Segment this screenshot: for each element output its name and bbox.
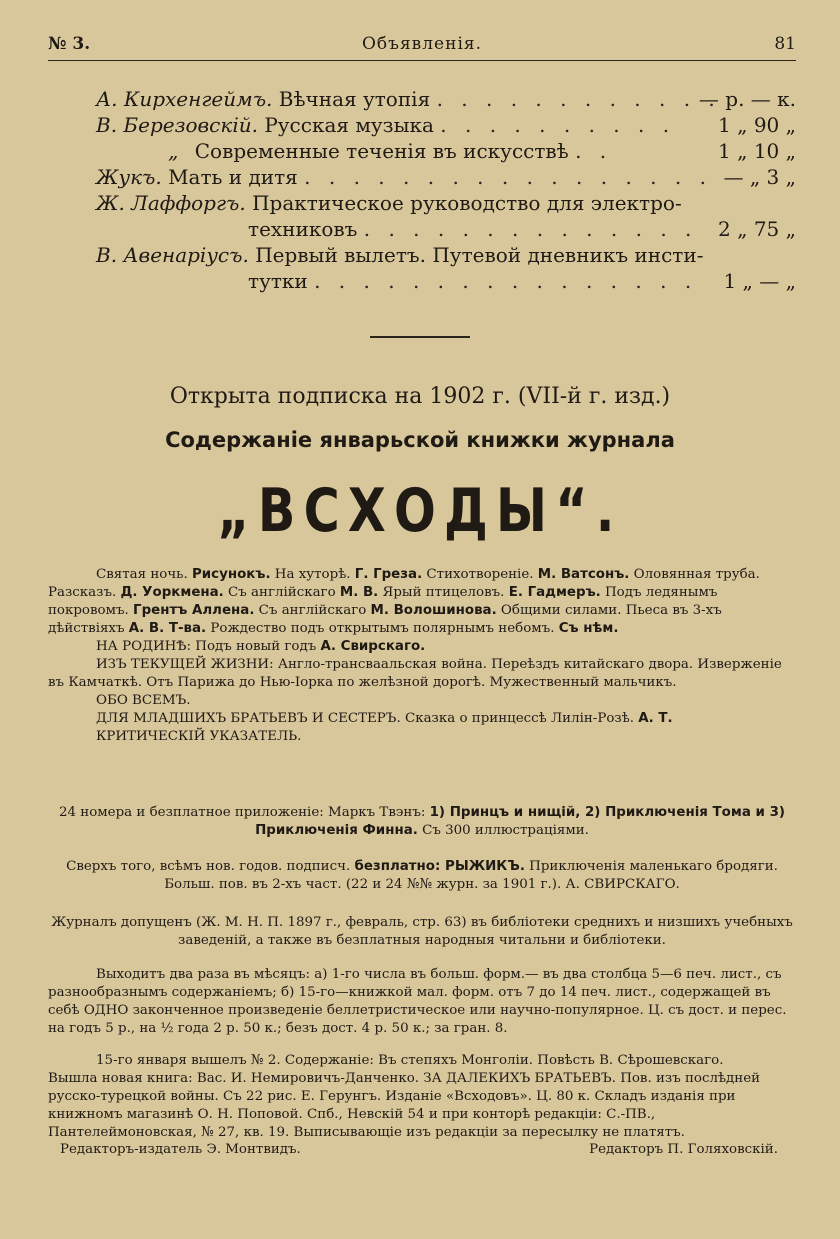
book-entry xyxy=(96,242,796,268)
editor-signature: Редакторъ П. Голяховскій. xyxy=(589,1142,778,1157)
leader-dots: . . . . . . . . . . . . . . . . xyxy=(314,269,698,293)
subscription-line: Открыта подписка на 1902 г. (VII-й г. изд.) xyxy=(169,384,671,409)
toc-section: КРИТИЧЕСКІЙ УКАЗАТЕЛЬ. xyxy=(96,729,302,744)
book-price: — р. — к. xyxy=(698,87,796,111)
book-title: Мать и дитя xyxy=(168,165,298,189)
leader-dots: . . . . . . . . . . . . xyxy=(436,87,721,111)
toc-section: ОБО ВСЕМЪ. xyxy=(96,693,191,708)
leader-dots: . . . . . . . . . . xyxy=(440,113,676,137)
book-price: — „ 3 „ xyxy=(723,165,796,189)
frequency-note: Выходитъ два раза въ мѣсяцъ: а) 1-го числа въ больш. форм.— въ два столбца 5—6 печ. лист., съ разнообразнымъ содержаніемъ; б) 15-го—книжкой мал. форм. отъ 7 до 14 печ. лист., содержащей въ себѣ ОДНО законченное произведеніе беллетристическое или научно-популярное. Ц. съ дост. и перес. на годъ 5 р., на ½ года 2 р. 50 к.; безъ дост. 4 р. 50 к.; за гран. 8. xyxy=(48,967,787,1036)
book-title: тутки xyxy=(248,269,308,293)
section-divider xyxy=(370,336,470,338)
header-rule xyxy=(48,60,796,61)
book-author: А. Кирхенгеймъ. xyxy=(96,87,273,111)
new-book-note: Вышла новая книга: Вас. И. Немировичъ-Данченко. ЗА ДАЛЕКИХЪ БРАТЬЕВЪ. Пов. изъ послѣдней русско-турецкой войны. Съ 22 рис. Е. Герунгъ. Изданіе «Всходовъ». Ц. 80 к. Складъ изданія при книжномъ магазинѣ О. Н. Поповой. Спб., Невскій 54 и при конторѣ редакціи: С.-ПВ., Пантелеймоновская, № 27, кв. 19. Выписывающіе изъ редакціи за пересылку не платятъ. xyxy=(48,1071,761,1140)
book-entry-continued xyxy=(96,268,796,294)
book-author: В. Авенаріусъ. xyxy=(96,243,249,267)
page-title: Объявленія. xyxy=(361,34,483,54)
book-price: 1 „ 10 „ xyxy=(718,139,796,163)
leader-dots: . . xyxy=(575,139,613,163)
january-note: 15-го января вышелъ № 2. Содержаніе: Въ степяхъ Монголіи. Повѣсть В. Сѣрошевскаго. xyxy=(96,1053,724,1068)
book-price: 2 „ 75 „ xyxy=(718,217,796,241)
toc-paragraph: Святая ночь. Рисунокъ. На хуторѣ. Г. Греза. Стихотвореніе. М. Ватсонъ. Оловянная труба. Разсказъ. Д. Уоркмена. Съ англійскаго М. В. Ярый птицеловъ. Е. Гадмеръ. Подъ ледянымъ покровомъ. Грентъ Аллена. Съ англійскаго М. Волошинова. Общими силами. Пьеса въ 3-хъ дѣйствіяхъ А. В. Т-ва. Рождество подъ открытымъ полярнымъ небомъ. Съ нѣм. xyxy=(48,567,760,636)
publisher-signature: Редакторъ-издатель Э. Монтвидъ. xyxy=(60,1142,301,1157)
book-entry xyxy=(96,164,796,190)
leader-dots: . . . . . . . . . . . . . . . . . xyxy=(304,165,712,189)
book-list xyxy=(96,86,796,294)
admission-note: Журналъ допущенъ (Ж. М. Н. П. 1897 г., февраль, стр. 63) въ библіотеки среднихъ и низшихъ учебныхъ заведеній, а также въ безплатныя народныя читальни и библіотеки. xyxy=(51,915,793,948)
book-title: Практическое руководство для электро- xyxy=(252,191,682,215)
leader-dots: . . . . . . . . . . . . . . xyxy=(363,217,698,241)
toc-section: ДЛЯ МЛАДШИХЪ БРАТЬЕВЪ И СЕСТЕРЪ. Сказка о принцессѣ Лилін-Розѣ. А. Т. xyxy=(96,711,673,726)
book-entry-continued xyxy=(96,216,796,242)
book-author: Жукъ. xyxy=(96,165,162,189)
toc-section: НА РОДИНѢ: Подъ новый годъ А. Свирскаго. xyxy=(96,639,426,654)
book-entry xyxy=(96,190,796,216)
page-header xyxy=(48,32,796,60)
book-author: „ xyxy=(168,139,179,163)
book-entry xyxy=(96,138,796,164)
book-title: Русская музыка xyxy=(264,113,434,137)
contents-title: Содержаніе январьской книжки журнала xyxy=(165,428,675,452)
book-title: Вѣчная утопія xyxy=(278,87,431,111)
toc-section: ИЗЪ ТЕКУЩЕЙ ЖИЗНИ: Англо-трансваальская война. Переѣздъ китайскаго двора. Изверженіе въ Камчаткѣ. Отъ Парижа до Нью-Іорка по желѣзной дорогѣ. Мужественный мальчикъ. xyxy=(48,657,782,690)
page-number: 81 xyxy=(774,34,796,54)
table-of-contents xyxy=(48,566,796,746)
book-title: Первый вылетъ. Путевой дневникъ инсти- xyxy=(255,243,704,267)
bonus-note: Сверхъ того, всѣмъ нов. годов. подписч. безплатно: РЫЖИКЪ. Приключенія маленькаго бродяги. Больш. пов. въ 2-хъ част. (22 и 24 №№ журн. за 1901 г.). А. СВИРСКАГО. xyxy=(66,859,778,892)
book-author: В. Березовскій. xyxy=(96,113,258,137)
book-price: 1 „ — „ xyxy=(723,269,796,293)
book-author: Ж. Лаффоргъ. xyxy=(96,191,246,215)
book-price: 1 „ 90 „ xyxy=(718,113,796,137)
journal-name: „ВСХОДЫ“. xyxy=(217,476,623,546)
supplement-note: 24 номера и безплатное приложеніе: Маркъ Твэнъ: 1) Принцъ и нищій, 2) Приключенія Тома и 3) Приключенія Финна. Съ 300 иллюстраціями. xyxy=(58,805,786,838)
book-entry xyxy=(96,86,796,112)
book-title: техниковъ xyxy=(248,217,358,241)
book-entry xyxy=(96,112,796,138)
issue-number: № 3. xyxy=(48,34,91,54)
book-title: Современные теченія въ искусствѣ xyxy=(194,139,569,163)
